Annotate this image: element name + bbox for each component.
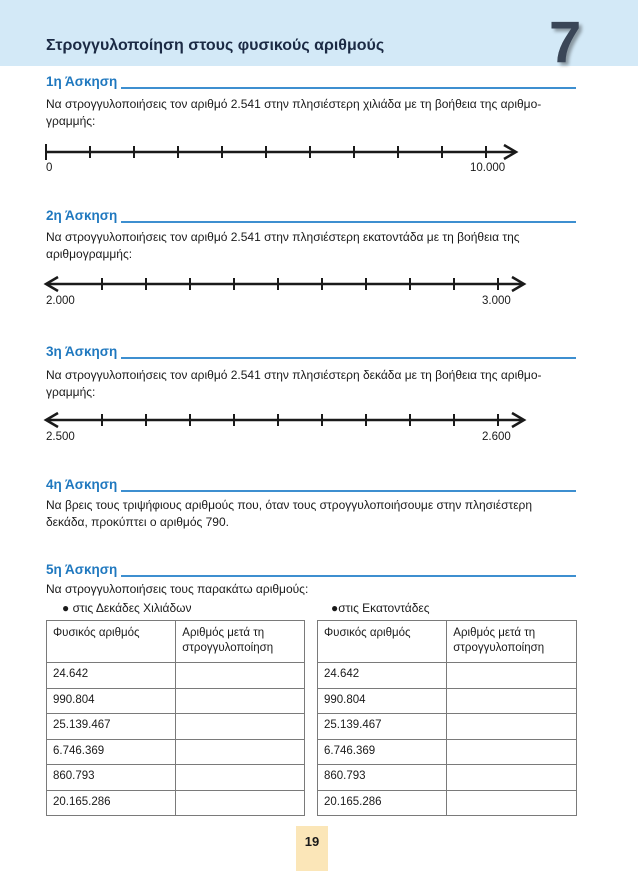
header-rounded-number: Αριθμός μετά τη στρογγυλοποίηση [176, 621, 305, 663]
numberline-1 [42, 140, 528, 164]
table-row [47, 790, 305, 816]
answer-cell[interactable] [447, 765, 577, 791]
page-title: Στρογγυλοποίηση στους φυσικούς αριθμούς [46, 37, 385, 54]
exercise-2-title: 2η Άσκηση [46, 208, 121, 223]
exercise-3-heading [46, 344, 576, 362]
exercise-3-title: 3η Άσκηση [46, 344, 121, 359]
bullet-left-label: στις Δεκάδες Χιλιάδων [72, 601, 192, 615]
exercise-5-title: 5η Άσκηση [46, 562, 121, 577]
header-band [0, 0, 638, 66]
table-header-row [47, 621, 305, 663]
bullet-dot-icon: ● [331, 601, 339, 615]
numberline-2-start-label: 2.000 [46, 295, 75, 307]
bullet-left [62, 601, 192, 615]
number-cell: 25.139.467 [318, 714, 447, 740]
number-cell: 860.793 [318, 765, 447, 791]
heading-rule [46, 575, 576, 577]
number-cell: 24.642 [47, 663, 176, 689]
heading-rule [46, 490, 576, 492]
table-header-row [318, 621, 577, 663]
table-row [318, 714, 577, 740]
header-natural-number: Φυσικός αριθμός [318, 621, 447, 663]
exercise-5-heading [46, 562, 576, 580]
numberline-2 [42, 272, 528, 296]
answer-cell[interactable] [447, 663, 577, 689]
numberline-3-end-label: 2.600 [482, 431, 511, 443]
answer-cell[interactable] [447, 714, 577, 740]
exercise-4-heading [46, 477, 576, 495]
numberline-1-svg [42, 140, 528, 164]
answer-cell[interactable] [176, 739, 305, 765]
table-hundreds [317, 620, 577, 816]
number-cell: 24.642 [318, 663, 447, 689]
exercise-5-text: Να στρογγυλοποιήσεις τους παρακάτω αριθμούς: [46, 582, 309, 596]
answer-cell[interactable] [447, 739, 577, 765]
bullet-right-label: στις Εκατοντάδες [338, 601, 430, 615]
numberline-2-svg [42, 272, 528, 296]
heading-rule [46, 357, 576, 359]
exercise-4-text: Να βρεις τους τριψήφιους αριθμούς που, όταν τους στρογγυλοποιήσουμε στην πλησιέστερη δεκάδα, προκύπτει ο αριθμός 790. [46, 498, 533, 529]
numberline-3-start-label: 2.500 [46, 431, 75, 443]
number-cell: 860.793 [47, 765, 176, 791]
number-cell: 25.139.467 [47, 714, 176, 740]
exercise-1-text: Να στρογγυλοποιήσεις τον αριθμό 2.541 στην πλησιέστερη χιλιάδα με τη βοήθεια της αριθμο-γραμμής: [46, 97, 542, 128]
numberline-1-start-label: 0 [46, 162, 53, 174]
bullet-dot-icon: ● [62, 601, 70, 615]
numberline-2-end-label: 3.000 [482, 295, 511, 307]
table-row [47, 714, 305, 740]
page-number-badge [296, 826, 328, 871]
page-number: 19 [304, 834, 320, 849]
chapter-number: 7 [549, 10, 582, 75]
table-row [47, 739, 305, 765]
answer-cell[interactable] [447, 790, 577, 816]
table-row [318, 765, 577, 791]
answer-cell[interactable] [176, 714, 305, 740]
table-row [47, 663, 305, 689]
number-cell: 20.165.286 [318, 790, 447, 816]
header-rounded-number: Αριθμός μετά τη στρογγυλοποίηση [447, 621, 577, 663]
answer-cell[interactable] [176, 790, 305, 816]
answer-cell[interactable] [176, 663, 305, 689]
number-cell: 6.746.369 [47, 739, 176, 765]
bullet-right [331, 601, 430, 615]
number-cell: 20.165.286 [47, 790, 176, 816]
exercise-2-heading [46, 208, 576, 226]
heading-rule [46, 87, 576, 89]
exercise-4-title: 4η Άσκηση [46, 477, 121, 492]
table-row [318, 739, 577, 765]
exercise-3-text: Να στρογγυλοποιήσεις τον αριθμό 2.541 στην πλησιέστερη δεκάδα με τη βοήθεια της αριθμο-γραμμής: [46, 368, 542, 399]
number-cell: 990.804 [47, 688, 176, 714]
answer-cell[interactable] [176, 765, 305, 791]
exercise-1-heading [46, 74, 576, 92]
number-cell: 6.746.369 [318, 739, 447, 765]
numberline-3-svg [42, 408, 528, 432]
answer-cell[interactable] [447, 688, 577, 714]
table-row [47, 765, 305, 791]
heading-rule [46, 221, 576, 223]
table-row [318, 688, 577, 714]
answer-cell[interactable] [176, 688, 305, 714]
table-tens-of-thousands [46, 620, 305, 816]
exercise-1-title: 1η Άσκηση [46, 74, 121, 89]
header-natural-number: Φυσικός αριθμός [47, 621, 176, 663]
number-cell: 990.804 [318, 688, 447, 714]
table-row [318, 790, 577, 816]
table-row [47, 688, 305, 714]
table-row [318, 663, 577, 689]
numberline-1-end-label: 10.000 [470, 162, 506, 174]
numberline-3 [42, 408, 528, 432]
exercise-2-text: Να στρογγυλοποιήσεις τον αριθμό 2.541 στην πλησιέστερη εκατοντάδα με τη βοήθεια της αριθμογραμμής: [46, 230, 520, 261]
